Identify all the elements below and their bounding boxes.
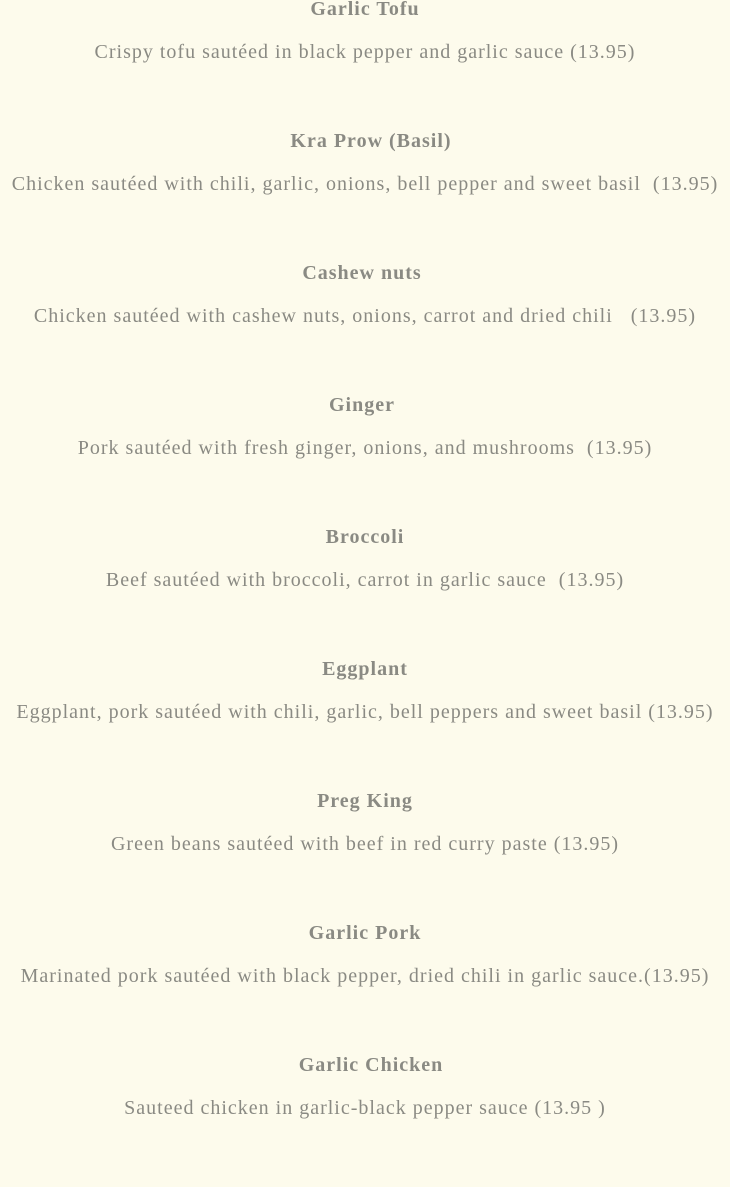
menu-item-eggplant bbox=[0, 659, 730, 791]
menu-item-name: Garlic Tofu bbox=[310, 0, 420, 20]
menu-item-description: Green beans sautéed with beef in red curry paste (13.95) bbox=[110, 833, 620, 855]
menu-item-name: Broccoli bbox=[325, 526, 405, 548]
menu-item-description: Chicken sautéed with cashew nuts, onions, carrot and dried chili (13.95) bbox=[33, 305, 697, 327]
menu-item-name: Garlic Pork bbox=[308, 922, 422, 944]
menu-item-broccoli bbox=[0, 527, 730, 659]
menu-item-description: Marinated pork sautéed with black pepper, dried chili in garlic sauce.(13.95) bbox=[20, 965, 710, 987]
menu-item-cashew-nuts bbox=[0, 263, 730, 395]
menu-item-name: Ginger bbox=[329, 394, 395, 416]
menu-item-description: Crispy tofu sautéed in black pepper and garlic sauce (13.95) bbox=[94, 41, 636, 63]
menu-item-garlic-tofu bbox=[0, 0, 730, 131]
menu-item-name: Eggplant bbox=[322, 658, 408, 680]
menu-item-ginger bbox=[0, 395, 730, 527]
menu-item-description: Beef sautéed with broccoli, carrot in garlic sauce (13.95) bbox=[105, 569, 625, 591]
menu-item-description: Pork sautéed with fresh ginger, onions, and mushrooms (13.95) bbox=[77, 437, 653, 459]
menu-item-name: Cashew nuts bbox=[302, 262, 422, 284]
menu-item-name: Kra Prow (Basil) bbox=[290, 130, 452, 152]
menu-item-description: Eggplant, pork sautéed with chili, garlic, bell peppers and sweet basil (13.95) bbox=[16, 701, 714, 723]
menu-item-kra-prow bbox=[0, 131, 730, 263]
menu-item-description: Chicken sautéed with chili, garlic, onions, bell pepper and sweet basil (13.95) bbox=[11, 173, 719, 195]
menu-item-garlic-chicken bbox=[0, 1055, 730, 1187]
menu-item-name: Preg King bbox=[317, 790, 413, 812]
menu-item-description: Sauteed chicken in garlic-black pepper sauce (13.95 ) bbox=[124, 1097, 606, 1119]
menu-item-preg-king bbox=[0, 791, 730, 923]
menu-item-name: Garlic Chicken bbox=[298, 1054, 444, 1076]
menu-item-garlic-pork bbox=[0, 923, 730, 1055]
